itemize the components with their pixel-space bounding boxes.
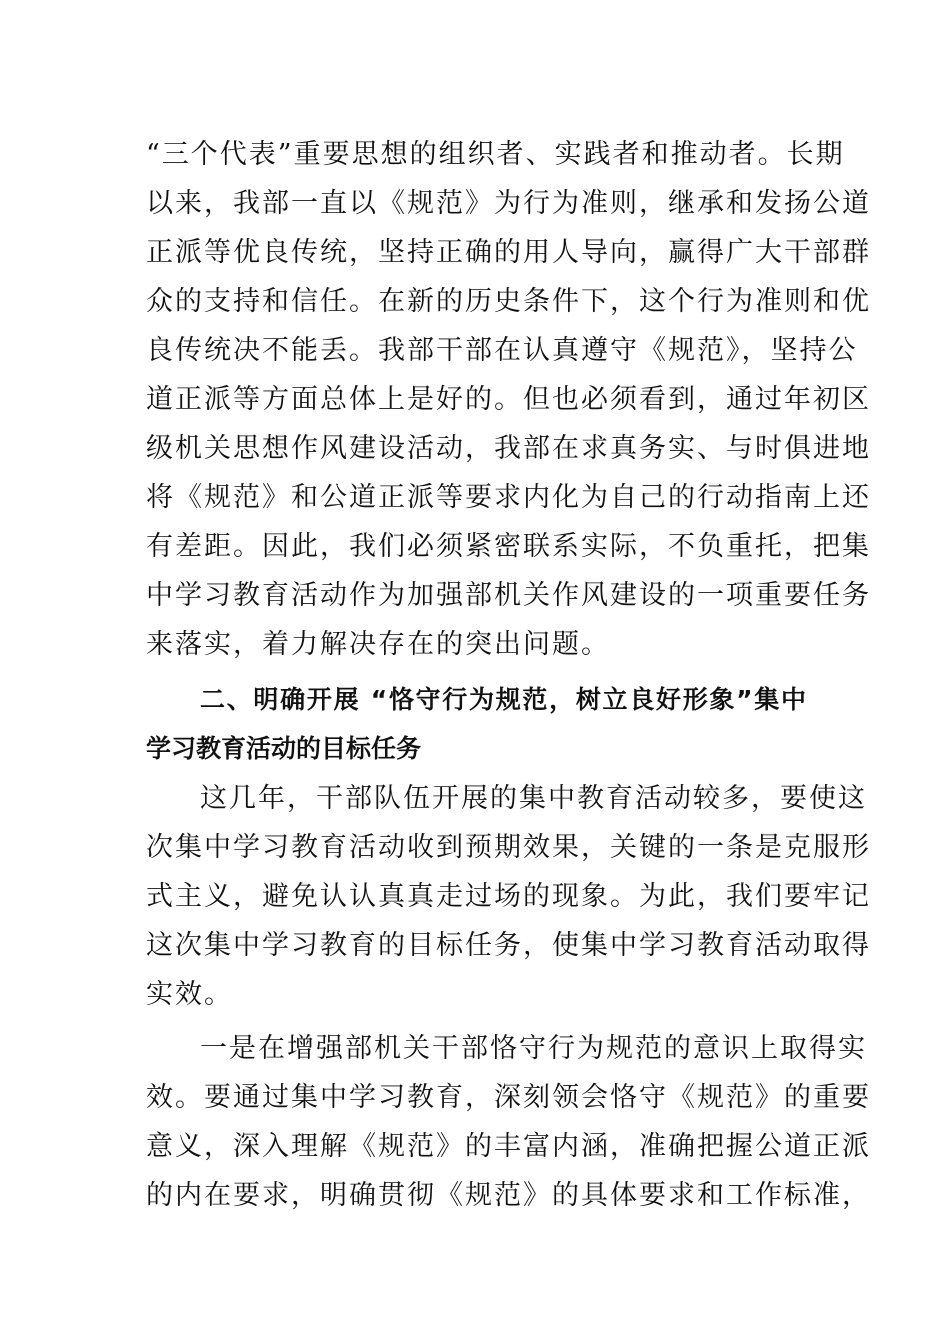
paragraph-line: 这几年，干部队伍开展的集中教育活动较多，要使这: [200, 783, 867, 814]
paragraph-line: 实效。: [146, 979, 233, 1010]
paragraph-line: 次集中学习教育活动收到预期效果，关键的一条是克服形: [146, 832, 871, 863]
paragraph-line: 以来，我部一直以《规范》为行为准则，继承和发扬公道: [146, 188, 871, 219]
paragraph-line: 道正派等方面总体上是好的。但也必须看到，通过年初区: [146, 384, 871, 415]
paragraph-1: [146, 130, 871, 669]
heading-line: 学习教育活动的目标任务: [146, 734, 422, 763]
paragraph-line: 良传统决不能丢。我部干部在认真遵守《规范》，坚持公: [146, 335, 858, 366]
paragraph-line: 有差距。因此，我们必须紧密联系实际，不负重托，把集: [146, 531, 871, 562]
paragraph-line: 效。要通过集中学习教育，深刻领会恪守《规范》的重要: [146, 1082, 871, 1113]
paragraph-line: 将《规范》和公道正派等要求内化为自己的行动指南上还: [146, 482, 871, 513]
paragraph-line: 这次集中学习教育的目标任务，使集中学习教育活动取得: [146, 930, 871, 961]
paragraph-line: 来落实，着力解决存在的突出问题。: [146, 629, 610, 660]
paragraph-line: 意义，深入理解《规范》的丰富内涵，准确把握公道正派: [146, 1131, 871, 1162]
paragraph-line: 一是在增强部机关干部恪守行为规范的意识上取得实: [200, 1033, 867, 1064]
paragraph-line: 众的支持和信任。在新的历史条件下，这个行为准则和优: [146, 286, 871, 317]
section-heading-2: [146, 675, 806, 773]
paragraph-line: “三个代表”重要思想的组织者、实践者和推动者。长期: [146, 139, 845, 170]
paragraph-line: 的内在要求，明确贯彻《规范》的具体要求和工作标准，: [146, 1180, 871, 1211]
heading-line: 二、明确开展 “恪守行为规范，树立良好形象”集中: [200, 685, 806, 714]
paragraph-line: 中学习教育活动作为加强部机关作风建设的一项重要任务: [146, 580, 871, 611]
paragraph-line: 正派等优良传统，坚持正确的用人导向，赢得广大干部群: [146, 237, 871, 268]
paragraph-3: [146, 1024, 871, 1220]
paragraph-2: [146, 774, 871, 1019]
paragraph-line: 式主义，避免认认真真走过场的现象。为此，我们要牢记: [146, 881, 871, 912]
paragraph-line: 级机关思想作风建设活动，我部在求真务实、与时俱进地: [146, 433, 871, 464]
